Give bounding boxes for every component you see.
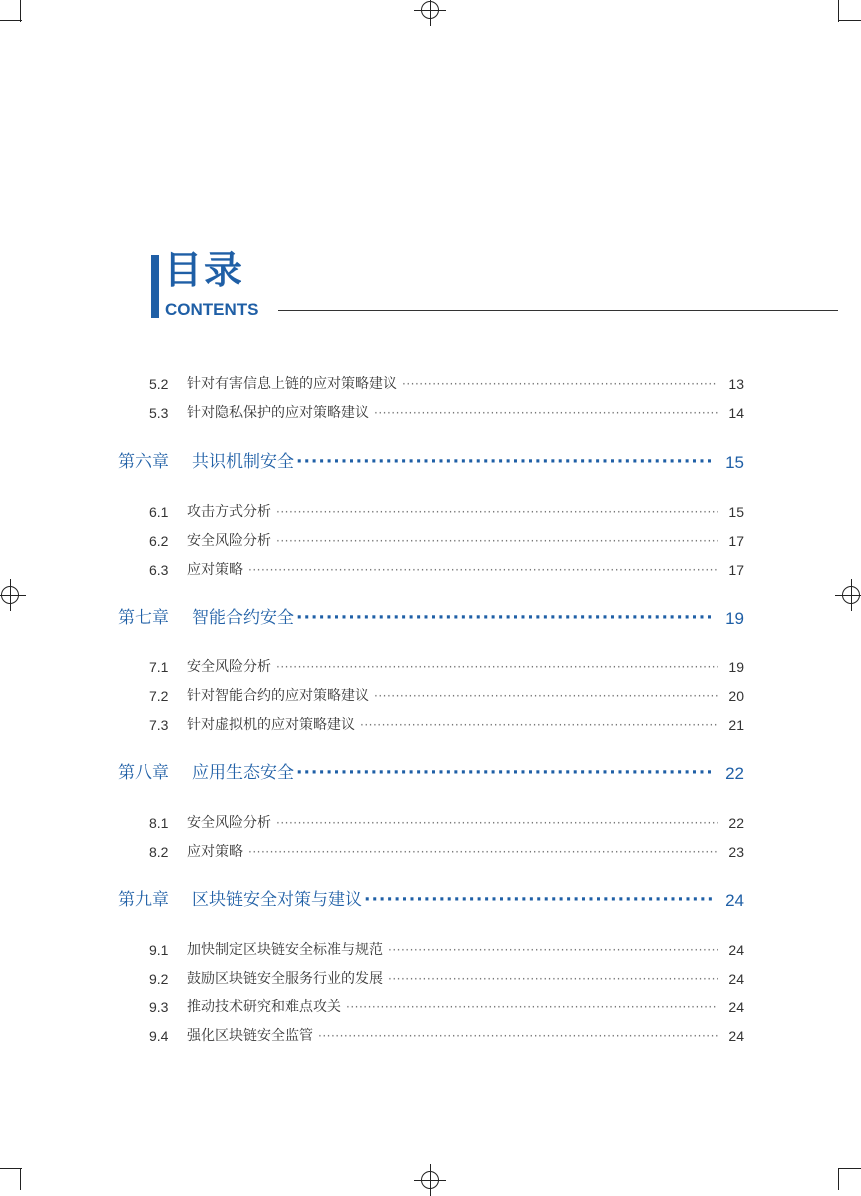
toc-entry-page: 13 xyxy=(728,376,744,392)
dot-leader xyxy=(296,765,712,782)
toc-chapter-number: 第六章 xyxy=(118,452,169,472)
toc-entry-number: 9.3 xyxy=(149,999,169,1015)
toc-chapter-title: 区块链安全对策与建议 xyxy=(192,890,362,910)
dot-leader xyxy=(276,535,718,547)
registration-mark-right xyxy=(842,586,860,604)
toc-entry-page: 19 xyxy=(728,659,744,675)
toc-entry-title: 推动技术研究和难点攻关 xyxy=(187,999,341,1015)
toc-chapter-title: 应用生态安全 xyxy=(192,763,294,783)
toc-entry-title: 安全风险分析 xyxy=(187,659,271,675)
toc-entry[interactable] xyxy=(149,972,744,986)
toc-chapter-title: 智能合约安全 xyxy=(192,608,294,628)
toc-entry[interactable] xyxy=(149,505,744,519)
toc-entry-number: 7.2 xyxy=(149,688,169,704)
toc-entry-number: 9.4 xyxy=(149,1028,169,1044)
toc-entry-page: 24 xyxy=(728,999,744,1015)
dot-leader xyxy=(276,661,718,673)
registration-mark-top xyxy=(421,1,439,19)
toc-entry-number: 8.2 xyxy=(149,844,169,860)
toc-entry-number: 6.2 xyxy=(149,533,169,549)
crop-mark-top-left-h xyxy=(0,20,22,21)
toc-entry-number: 5.2 xyxy=(149,376,169,392)
toc-chapter-number: 第七章 xyxy=(118,608,169,628)
dot-leader xyxy=(364,892,712,909)
dot-leader xyxy=(402,378,718,390)
toc-entry[interactable] xyxy=(149,816,744,830)
toc-entry-number: 7.3 xyxy=(149,717,169,733)
crop-mark-top-right-h xyxy=(838,20,861,21)
toc-entry[interactable] xyxy=(149,689,744,703)
toc-entry-page: 24 xyxy=(728,1028,744,1044)
toc-entry-page: 17 xyxy=(728,533,744,549)
toc-entry-page: 21 xyxy=(728,717,744,733)
toc-entry[interactable] xyxy=(149,660,744,674)
toc-entry[interactable] xyxy=(149,718,744,732)
page-title: 目录 xyxy=(164,248,245,292)
toc-chapter[interactable] xyxy=(118,610,744,627)
toc-entry-number: 6.1 xyxy=(149,504,169,520)
toc-entry[interactable] xyxy=(149,1000,744,1014)
dot-leader xyxy=(360,719,718,731)
toc-entry-page: 24 xyxy=(728,942,744,958)
toc-entry-title: 应对策略 xyxy=(187,844,243,860)
dot-leader xyxy=(276,817,718,829)
toc-chapter-page: 22 xyxy=(725,764,744,783)
toc-entry[interactable] xyxy=(149,406,744,420)
registration-mark-left xyxy=(1,586,19,604)
toc-entry-title: 强化区块链安全监管 xyxy=(187,1028,313,1044)
toc-chapter-number: 第八章 xyxy=(118,763,169,783)
toc-entry-title: 安全风险分析 xyxy=(187,815,271,831)
crop-mark-bottom-right-v xyxy=(838,1168,839,1190)
dot-leader xyxy=(296,454,712,471)
toc-chapter[interactable] xyxy=(118,765,744,782)
toc-chapter-title: 共识机制安全 xyxy=(192,452,294,472)
dot-leader xyxy=(296,610,712,627)
toc-entry-page: 17 xyxy=(728,562,744,578)
toc-entry[interactable] xyxy=(149,377,744,391)
crop-mark-top-left-v xyxy=(20,0,21,22)
crop-mark-bottom-right-h xyxy=(838,1168,861,1169)
dot-leader xyxy=(248,564,718,576)
toc-chapter-page: 19 xyxy=(725,609,744,628)
toc-entry-title: 针对虚拟机的应对策略建议 xyxy=(187,717,355,733)
toc-entry-page: 24 xyxy=(728,971,744,987)
toc-entry-number: 5.3 xyxy=(149,405,169,421)
toc-entry-number: 6.3 xyxy=(149,562,169,578)
crop-mark-bottom-left-v xyxy=(20,1168,21,1190)
toc-entry[interactable] xyxy=(149,534,744,548)
toc-entry-number: 7.1 xyxy=(149,659,169,675)
dot-leader xyxy=(318,1030,718,1042)
page-subtitle: CONTENTS xyxy=(165,300,259,319)
crop-mark-bottom-left-h xyxy=(0,1168,22,1169)
toc-entry-number: 8.1 xyxy=(149,815,169,831)
toc-entry-page: 22 xyxy=(728,815,744,831)
dot-leader xyxy=(346,1001,718,1013)
toc-entry[interactable] xyxy=(149,563,744,577)
toc-chapter-page: 15 xyxy=(725,453,744,472)
toc-chapter-page: 24 xyxy=(725,891,744,910)
dot-leader xyxy=(374,690,718,702)
toc-entry-title: 针对有害信息上链的应对策略建议 xyxy=(187,376,397,392)
dot-leader xyxy=(248,846,718,858)
toc-entry-title: 针对智能合约的应对策略建议 xyxy=(187,688,369,704)
title-accent-bar xyxy=(151,255,159,318)
toc-entry-title: 鼓励区块链安全服务行业的发展 xyxy=(187,971,383,987)
toc-entry-page: 20 xyxy=(728,688,744,704)
toc-entry-page: 14 xyxy=(728,405,744,421)
dot-leader xyxy=(388,973,718,985)
dot-leader xyxy=(388,944,718,956)
crop-mark-top-right-v xyxy=(838,0,839,22)
toc-entry[interactable] xyxy=(149,845,744,859)
toc-entry-title: 针对隐私保护的应对策略建议 xyxy=(187,405,369,421)
dot-leader xyxy=(374,407,718,419)
toc-entry-page: 15 xyxy=(728,504,744,520)
dot-leader xyxy=(276,506,718,518)
toc-entry-number: 9.1 xyxy=(149,942,169,958)
toc-entry-page: 23 xyxy=(728,844,744,860)
toc-entry-title: 安全风险分析 xyxy=(187,533,271,549)
toc-entry-number: 9.2 xyxy=(149,971,169,987)
toc-entry-title: 应对策略 xyxy=(187,562,243,578)
title-rule xyxy=(278,310,838,311)
toc-chapter[interactable] xyxy=(118,454,744,471)
toc-entry-title: 加快制定区块链安全标准与规范 xyxy=(187,942,383,958)
toc-entry[interactable] xyxy=(149,943,744,957)
toc-entry-title: 攻击方式分析 xyxy=(187,504,271,520)
toc-chapter-number: 第九章 xyxy=(118,890,169,910)
toc-entry[interactable] xyxy=(149,1029,744,1043)
toc-chapter[interactable] xyxy=(118,892,744,909)
registration-mark-bottom xyxy=(421,1171,439,1189)
